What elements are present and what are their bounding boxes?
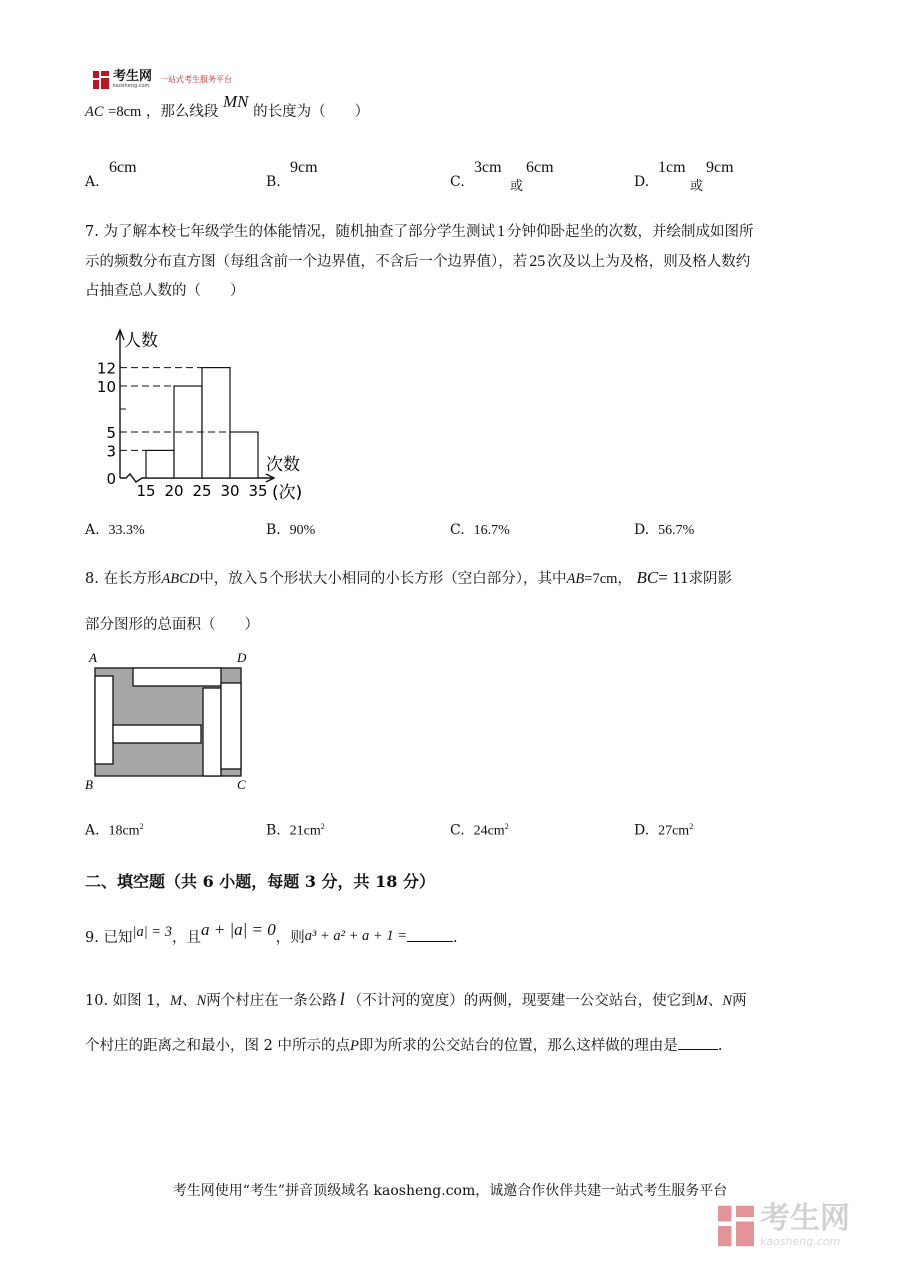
- vertex-a: A: [89, 650, 97, 665]
- q8-ab-val: =7cm，: [584, 571, 632, 587]
- q7-option-a-text: 33.3%: [108, 523, 145, 538]
- q6-stem-tail: [85, 92, 370, 127]
- q6-option-b-label: B.: [266, 174, 281, 190]
- q7-num-1: 1: [496, 223, 505, 240]
- q6-option-c-value1: 3cm: [474, 159, 502, 176]
- q8-option-a-label: A.: [85, 822, 100, 839]
- q6-option-a-value: 6cm: [109, 159, 137, 176]
- q8-bc: BC: [636, 568, 659, 587]
- logo-slogan: 一站式考生服务平台: [160, 75, 233, 84]
- q10-line1-b: 两个村庄在一条公路: [206, 993, 337, 1009]
- x-tick-label-15: 15: [136, 482, 156, 500]
- q8-option-d[interactable]: [634, 822, 693, 840]
- q9-prefix: 9. 已知: [85, 930, 133, 946]
- x-tick-label-35: 35: [248, 482, 268, 500]
- q7-line2: [85, 247, 825, 277]
- q10-end: .: [717, 1038, 723, 1054]
- q10-line1-c: （不计河的宽度）的两侧，现要建一公交站台，使它到: [347, 993, 696, 1009]
- histogram-bar-25-30: [202, 368, 230, 478]
- q8-ab: AB: [566, 571, 585, 587]
- q7-options: [85, 522, 805, 544]
- q8-bc-eq: = 11: [658, 568, 689, 587]
- y-tick-label-0: 0: [106, 470, 116, 488]
- q7-option-d[interactable]: [634, 522, 694, 539]
- q8-option-b-sup: 2: [320, 822, 325, 831]
- q7-option-d-label: D.: [634, 522, 650, 538]
- x-tick-label-20: 20: [164, 482, 184, 500]
- watermark-name: 考生网: [760, 1201, 850, 1236]
- q6-option-d-value2: 9cm: [706, 159, 734, 176]
- q8-line1-b: 中，放入: [199, 571, 258, 587]
- x-axis-title: 次数: [266, 455, 300, 475]
- q6-option-b-value: 9cm: [290, 159, 318, 176]
- y-tick-label-3: 3: [106, 442, 116, 461]
- q8-option-d-sup: 2: [689, 822, 694, 831]
- q6-option-c-value2: 6cm: [526, 159, 554, 176]
- small-rect-top: [133, 668, 221, 686]
- q6-text1: ，那么线段: [145, 104, 219, 120]
- small-rect-middle: [113, 725, 201, 743]
- q10-line2-b: 即为所求的公交站台的位置，那么这样做的理由是: [358, 1038, 678, 1054]
- q9-mid: ，且: [171, 930, 201, 946]
- q8-option-d-label: D.: [634, 822, 650, 839]
- vertex-b: B: [85, 777, 93, 792]
- q6-eq: =: [108, 104, 117, 120]
- q10-line1-d: 两: [732, 993, 747, 1009]
- q7-option-c-text: 16.7%: [473, 523, 510, 538]
- q6-option-a-label: A.: [85, 174, 100, 190]
- q10-line2: [85, 1032, 825, 1061]
- q9-answer-blank[interactable]: [407, 927, 453, 942]
- q10-sep2: 、: [707, 993, 723, 1009]
- small-rect-left: [95, 676, 113, 764]
- kaosheng-logo-icon: [93, 71, 109, 89]
- watermark-domain: kaosheng.com: [760, 1235, 841, 1248]
- q10-point-p: P: [349, 1038, 359, 1054]
- x-tick-label-30: 30: [220, 482, 240, 500]
- q10-line2-a: 个村庄的距离之和最小，图 2 中所示的点: [85, 1038, 350, 1054]
- x-tick-label-25: 25: [192, 482, 212, 500]
- q8-option-c[interactable]: [450, 822, 509, 840]
- q9-abs-a: |a| = 3: [132, 924, 172, 940]
- q8-option-a-text: 18cm: [108, 823, 140, 839]
- q7-line3: 占抽查总人数的（ ）: [85, 283, 245, 299]
- q7-num-25: 25: [529, 253, 546, 270]
- small-rect-right-inner: [203, 688, 221, 776]
- logo-domain: kaosheng.com: [113, 83, 150, 89]
- q8-line1-d: 求阴影: [688, 571, 732, 587]
- histogram-marks: [97, 330, 302, 503]
- q6-option-c-label: C.: [450, 174, 465, 190]
- histogram-bar-30-35: [230, 432, 258, 478]
- section-2-title: 二、填空题（共 6 小题，每题 3 分，共 18 分）: [85, 872, 435, 891]
- y-tick-label-5: 5: [106, 424, 116, 442]
- q9: [85, 922, 458, 953]
- q10-sep1: 、: [182, 993, 197, 1009]
- q7-option-c-label: C.: [450, 522, 465, 538]
- q8-option-a-sup: 2: [139, 822, 144, 831]
- q7-option-c[interactable]: [450, 522, 510, 539]
- q8-line1: [85, 563, 825, 594]
- q7-line2-a: 示的频数分布直方图（每组含前一个边界值，不含后一个边界值），若: [85, 254, 528, 270]
- q10-m2: M: [695, 993, 708, 1009]
- vertex-c: C: [237, 777, 246, 792]
- footer-text: 考生网使用“考生”拼音顶级域名 kaosheng.com，诚邀合作伙伴共建一站式考生服务平台: [172, 1183, 728, 1199]
- q8-option-b[interactable]: [266, 822, 325, 840]
- x-axis-unit: (次): [272, 483, 303, 503]
- q6-option-d-label: D.: [634, 174, 650, 190]
- q8-options: [85, 822, 805, 844]
- q7-option-b-text: 90%: [289, 523, 316, 538]
- header-logo: [93, 70, 232, 89]
- watermark: [718, 1203, 850, 1248]
- logo-name: 考生网: [113, 69, 153, 84]
- q8-figure: [85, 646, 255, 796]
- watermark-textblock: [760, 1203, 850, 1248]
- q8-option-c-label: C.: [450, 822, 465, 839]
- q8-abcd: ABCD: [161, 571, 200, 587]
- small-rect-right-outer: [221, 683, 241, 769]
- q10-road-l: l: [339, 989, 345, 1009]
- q10-answer-blank[interactable]: [678, 1035, 718, 1050]
- q10-line1: [85, 985, 825, 1016]
- q9-expression: a³ + a² + a + 1 =: [304, 928, 407, 944]
- q7-option-b-label: B.: [266, 522, 281, 538]
- q6-text2: 的长度为（ ）: [253, 104, 370, 120]
- q10-n2: N: [722, 993, 733, 1009]
- q8-option-b-label: B.: [266, 822, 281, 839]
- q8-line2: 部分图形的总面积（ ）: [85, 617, 259, 633]
- watermark-logo-icon: [718, 1204, 754, 1248]
- q7-line1-a: 7. 为了解本校七年级学生的体能情况，随机抽查了部分学生测试: [85, 224, 495, 240]
- q6-ac: AC: [85, 104, 104, 120]
- q9-condition: a + |a| = 0: [200, 920, 276, 939]
- y-axis-title: 人数: [124, 331, 158, 351]
- q9-then: ，则: [275, 930, 305, 946]
- q7-line1: [85, 217, 825, 247]
- q10-m1: M: [170, 993, 183, 1009]
- q6-option-c-or: 或: [510, 179, 524, 194]
- q6-options: [85, 158, 805, 192]
- q6-option-d-value1: 1cm: [658, 159, 686, 176]
- q8-option-a[interactable]: [85, 822, 144, 840]
- q7-option-a[interactable]: [85, 522, 145, 539]
- y-tick-label-12: 12: [96, 359, 116, 378]
- q9-end: .: [452, 930, 458, 946]
- q7-line1-b: 分钟仰卧起坐的次数，并绘制成如图所: [506, 224, 754, 240]
- q8-option-d-text: 27cm: [658, 823, 690, 839]
- q6-ac-value: 8cm: [116, 104, 142, 120]
- q7-option-a-label: A.: [85, 522, 100, 538]
- q10-n1: N: [196, 993, 207, 1009]
- q8-option-b-text: 21cm: [289, 823, 321, 839]
- vertex-d: D: [237, 650, 247, 665]
- q7-stem: [85, 217, 825, 306]
- q7-histogram: [80, 320, 340, 510]
- q7-line2-b: 次及以上为及格，则及格人数约: [547, 254, 751, 270]
- histogram-bar-15-20: [146, 450, 174, 478]
- q8-line1-a: 8. 在长方形: [85, 571, 162, 587]
- q8-option-c-sup: 2: [504, 822, 509, 831]
- q7-option-d-text: 56.7%: [658, 523, 695, 538]
- q6-mn: MN: [223, 92, 249, 111]
- q7-option-b[interactable]: [266, 522, 315, 539]
- y-tick-label-10: 10: [96, 378, 116, 396]
- logo-textblock: [113, 70, 152, 89]
- q10-line1-a: 10. 如图 1，: [85, 993, 171, 1009]
- q8-line1-c: 个形状大小相同的小长方形（空白部分），其中: [269, 571, 567, 587]
- q8-option-c-text: 24cm: [473, 823, 505, 839]
- q8-num5: 5: [259, 570, 268, 587]
- q6-option-d-or: 或: [690, 179, 704, 194]
